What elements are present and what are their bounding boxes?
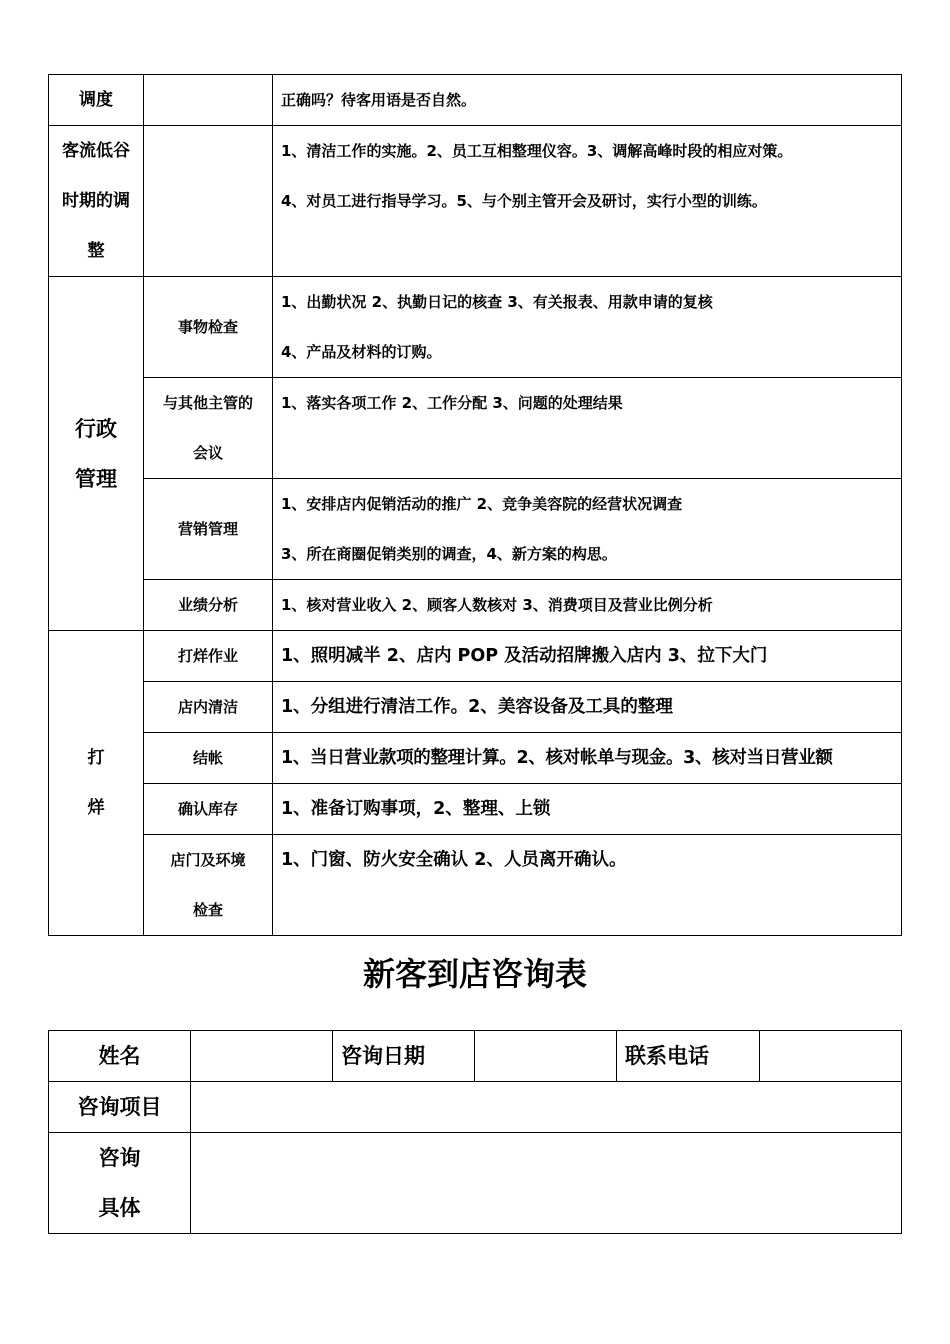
- content-line: 1、准备订购事项，2、整理、上锁: [281, 799, 551, 819]
- detail-label: [49, 1133, 191, 1234]
- sub-label-line: 检查: [192, 901, 223, 919]
- sub-item: [144, 277, 273, 378]
- section-label-line: 时期的调: [62, 191, 130, 211]
- row-content: [273, 277, 902, 378]
- sub-label-line: 与其他主管的: [162, 394, 253, 412]
- content-line: 1、门窗、防火安全确认 2、人员离开确认。: [281, 850, 627, 870]
- content-line: 1、分组进行清洁工作。2、美容设备及工具的整理: [281, 697, 673, 717]
- section-admin: [49, 277, 144, 631]
- project-label: 咨询项目: [49, 1082, 191, 1133]
- content-line: 1、照明减半 2、店内 POP 及活动招牌搬入店内 3、拉下大门: [281, 646, 768, 666]
- table-row: [49, 631, 902, 682]
- content-line: 正确吗？待客用语是否自然。: [281, 91, 477, 109]
- table-row: [49, 1133, 902, 1234]
- name-label: 姓名: [49, 1031, 191, 1082]
- empty-cell: [144, 126, 273, 277]
- row-content: [273, 682, 902, 733]
- name-field[interactable]: [191, 1031, 333, 1082]
- content-line: 1、清洁工作的实施。2、员工互相整理仪容。3、调解高峰时段的相应对策。: [281, 142, 793, 160]
- table-row: [49, 733, 902, 784]
- table-row: [49, 378, 902, 479]
- sub-label-line: 营销管理: [177, 520, 238, 538]
- section-label-line: 管理: [75, 466, 117, 491]
- section-closing: [49, 631, 144, 936]
- table-row: [49, 479, 902, 580]
- content-line: 1、当日营业款项的整理计算。2、核对帐单与现金。3、核对当日营业额: [281, 748, 833, 768]
- project-field[interactable]: [191, 1082, 902, 1133]
- content-line: 4、对员工进行指导学习。5、与个别主管开会及研讨，实行小型的训练。: [281, 192, 767, 210]
- sub-label-line: 业绩分析: [177, 596, 238, 614]
- sub-item: [144, 835, 273, 936]
- row-content: [273, 479, 902, 580]
- sub-label-line: 店门及环境: [170, 851, 246, 869]
- content-line: 1、落实各项工作 2、工作分配 3、问题的处理结果: [281, 394, 623, 412]
- table-row: [49, 580, 902, 631]
- section-dispatch: 调度: [49, 75, 144, 126]
- date-label: 咨询日期: [333, 1031, 475, 1082]
- section-label-line: 整: [87, 241, 105, 261]
- sub-item: [144, 682, 273, 733]
- row-content: [273, 126, 902, 277]
- date-field[interactable]: [475, 1031, 617, 1082]
- sub-label-line: 打烊作业: [177, 647, 238, 665]
- sub-label-line: 确认库存: [177, 800, 238, 818]
- content-line: 1、核对营业收入 2、顾客人数核对 3、消费项目及营业比例分析: [281, 596, 713, 614]
- section-label-line: 行政: [75, 416, 117, 441]
- detail-field[interactable]: [191, 1133, 902, 1234]
- table-row: [49, 277, 902, 378]
- form-title: 新客到店咨询表: [362, 955, 587, 993]
- sub-item: [144, 733, 273, 784]
- content-line: 4、产品及材料的订购。: [281, 343, 442, 361]
- detail-label-line: 具体: [98, 1196, 141, 1220]
- table-row: [49, 682, 902, 733]
- row-content: [273, 378, 902, 479]
- sub-label-line: 结帐: [192, 749, 223, 767]
- sub-label-line: 会议: [192, 444, 223, 462]
- sub-item: [144, 784, 273, 835]
- sub-item: [144, 378, 273, 479]
- sub-item: [144, 479, 273, 580]
- row-content: [273, 631, 902, 682]
- table-row: [49, 784, 902, 835]
- sub-label-line: 事物检查: [177, 318, 238, 336]
- content-line: 1、出勤状况 2、执勤日记的核查 3、有关报表、用款申请的复核: [281, 293, 713, 311]
- table-row: [49, 1031, 902, 1082]
- consultation-form: [48, 1030, 902, 1234]
- phone-label: 联系电话: [617, 1031, 760, 1082]
- content-line: 3、所在商圈促销类别的调查，4、新方案的构思。: [281, 545, 617, 563]
- table-row: [49, 75, 902, 126]
- sub-label-line: 店内清洁: [177, 698, 238, 716]
- section-label-line: 烊: [87, 798, 105, 818]
- sub-item: [144, 580, 273, 631]
- content-line: 1、安排店内促销活动的推广 2、竞争美容院的经营状况调查: [281, 495, 683, 513]
- section-low-traffic: [49, 126, 144, 277]
- table-row: [49, 126, 902, 277]
- row-content: [273, 835, 902, 936]
- row-content: [273, 580, 902, 631]
- empty-cell: [144, 75, 273, 126]
- schedule-table: [48, 74, 902, 936]
- table-row: [49, 1082, 902, 1133]
- sub-item: [144, 631, 273, 682]
- detail-label-line: 咨询: [98, 1146, 141, 1170]
- section-label-line: 打: [87, 748, 105, 768]
- row-content: [273, 733, 902, 784]
- table-row: [49, 835, 902, 936]
- phone-field[interactable]: [760, 1031, 902, 1082]
- row-content: [273, 784, 902, 835]
- section-label-line: 客流低谷: [62, 141, 130, 161]
- row-content: [273, 75, 902, 126]
